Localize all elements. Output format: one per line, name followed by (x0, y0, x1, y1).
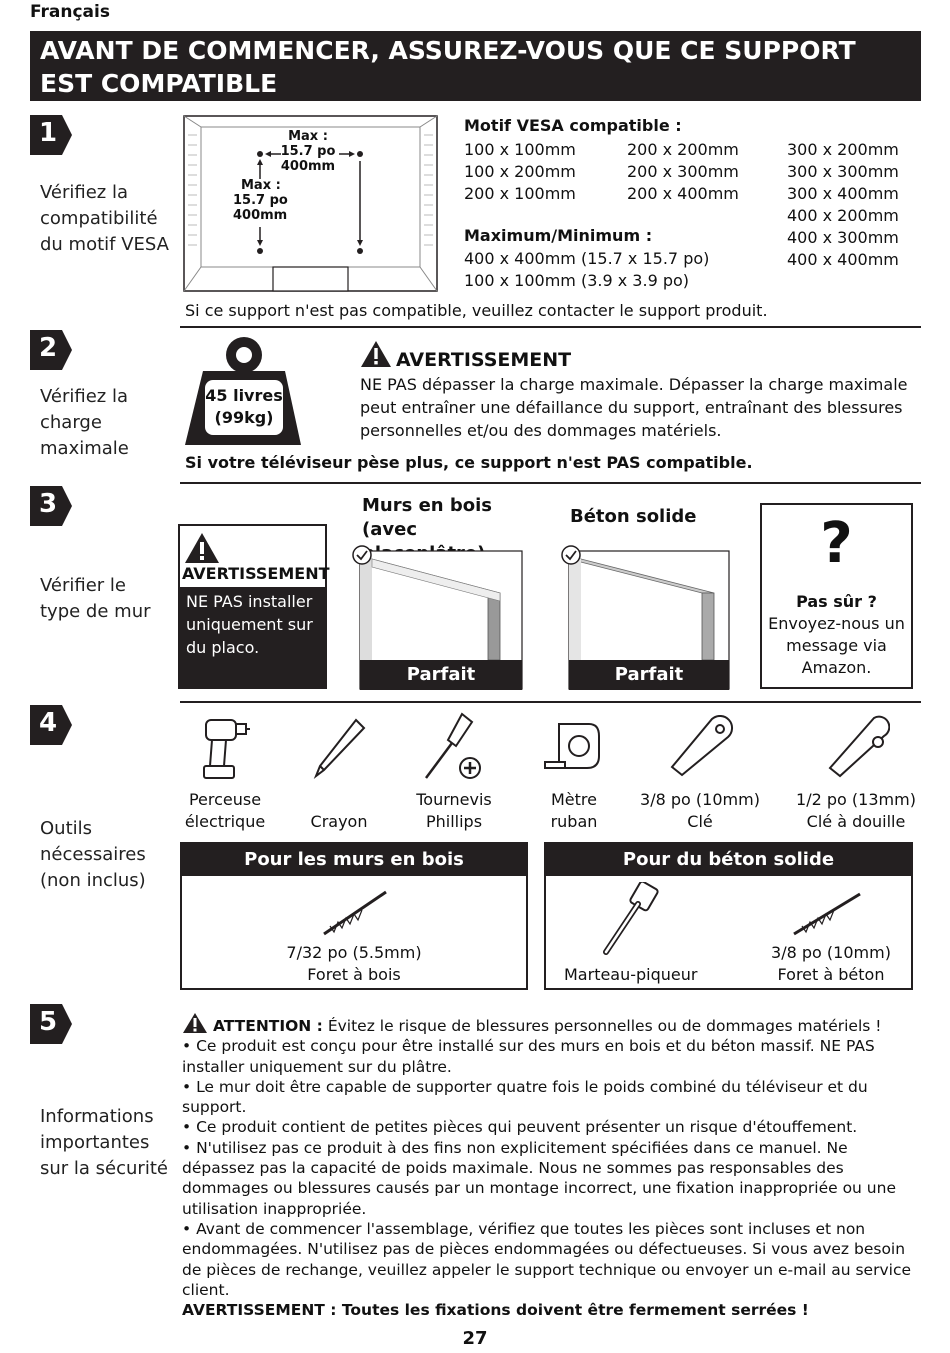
step-5-badge: 5 (30, 1004, 70, 1042)
concrete-bit-label: Foret à béton (777, 965, 885, 984)
maxmin-value-min: 100 x 100mm (3.9 x 3.9 po) (464, 271, 690, 290)
wood-bit-size: 7/32 po (5.5mm) (286, 943, 422, 962)
safety-bullet: • N'utilisez pas ce produit à des fins non explicitement spécifiées dans ce manuel. Ne dépassez pas la capacité de poids maximale. Nous ne sommes pas responsables des dommages ou blessures causés par un montage incorrect, une fixation inappropriée ou une utilisation inappropriée. (182, 1138, 896, 1218)
safety-bullet: • Le mur doit être capable de supporter quatre fois le poids combiné du téléviseur et du support. (182, 1077, 868, 1117)
vesa-item: 400 x 400mm (787, 250, 899, 269)
screwdriver-icon (422, 712, 486, 782)
drywall-warning-text: NE PAS installer uniquement sur du placo. (180, 587, 325, 687)
vesa-item: 300 x 300mm (787, 162, 899, 181)
safety-bullet: • Ce produit est conçu pour être installé sur des murs en bois et du béton massif. NE PAS installer uniquement sur du plâtre. (182, 1037, 875, 1076)
socket-wrench-icon (826, 714, 890, 780)
divider (180, 482, 921, 484)
vesa-item: 300 x 200mm (787, 140, 899, 159)
divider (180, 326, 921, 328)
step-4-label: Outils nécessaires (non inclus) (40, 818, 146, 891)
vesa-item: 100 x 100mm (464, 140, 576, 159)
vesa-item: 200 x 100mm (464, 184, 576, 203)
vesa-item: 200 x 200mm (627, 140, 739, 159)
warning-icon (184, 532, 220, 564)
concrete-tools-box (544, 842, 913, 990)
step-1-label: Vérifiez la compatibilité du motif VESA (40, 182, 169, 255)
step-2-note: Si votre téléviseur pèse plus, ce support n'est PAS compatible. (185, 453, 753, 472)
wrench-icon (668, 715, 734, 779)
hammer-drill-icon (598, 882, 672, 958)
maxmin-heading: Maximum/Minimum : (464, 226, 653, 245)
concrete-wall-illustration (559, 543, 734, 690)
tool-drill-label: Perceuse électrique (184, 790, 266, 831)
tool-socket-wrench-label: 1/2 po (13mm) Clé à douille (796, 790, 916, 831)
unsure-box (760, 503, 913, 689)
safety-bullet: • Ce produit contient de petites pièces qui peuvent présenter un risque d'étouffement. (182, 1118, 858, 1137)
step-1-badge: 1 (30, 115, 70, 153)
vesa-max-horizontal: Max : 15.7 po 400mm (280, 129, 336, 174)
wood-wall-title: Murs en bois (avec (362, 495, 493, 540)
step-2-badge: 2 (30, 330, 70, 368)
drywall-warning-box (178, 524, 330, 689)
weight-icon (183, 335, 303, 447)
wood-tools-title: Pour les murs en bois (182, 844, 526, 876)
hammer-drill-label: Marteau-piqueur (564, 965, 698, 984)
tool-screwdriver-label: Tournevis Phillips (416, 790, 492, 831)
unsure-text: Envoyez-nous un message via Amazon. (768, 614, 905, 677)
vesa-max-vertical: Max : 15.7 po 400mm (233, 178, 288, 223)
vesa-item: 200 x 400mm (627, 184, 739, 203)
divider (180, 701, 921, 703)
vesa-item: 400 x 300mm (787, 228, 899, 247)
tool-wrench-label: 3/8 po (10mm) Clé (640, 790, 760, 831)
safety-bullet: • Avant de commencer l'assemblage, vérifiez que toutes les pièces sont incluses et non endommagées. N'utilisez pas de pièces endommagées ou défectueuses. Si vous avez besoin de pièces de rechange, veuillez appeler le support technique ou envoyer un e-mail au service client. (182, 1219, 912, 1299)
vesa-item: 100 x 200mm (464, 162, 576, 181)
step-2-warning-text: NE PAS dépasser la charge maximale. Dépasser la charge maximale peut entraîner une défaillance du support, entraînant des blessures personnelles et/ou des dommages matériels. (360, 375, 908, 440)
drywall-warning-title: AVERTISSEMENT (182, 564, 330, 583)
wood-drill-bit-icon (320, 888, 390, 938)
tool-pencil-label: Crayon (310, 812, 368, 831)
warning-icon (360, 340, 392, 372)
question-mark-icon: ? (820, 511, 853, 576)
wood-bit-label: Foret à bois (307, 965, 401, 984)
weight-kg: (99kg) (214, 408, 274, 427)
final-warning: AVERTISSEMENT : Toutes les fixations doivent être fermement serrées ! (182, 1301, 809, 1320)
safety-info (182, 1012, 917, 1320)
language-label: Français (30, 2, 110, 22)
unsure-title: Pas sûr ? (796, 592, 877, 611)
concrete-ok-label: Parfait (569, 660, 729, 690)
step-5-label: Informations importantes sur la sécurité (40, 1106, 168, 1179)
concrete-wall-title: Béton solide (570, 506, 697, 527)
concrete-tools-title: Pour du béton solide (546, 844, 911, 876)
drill-icon (198, 714, 250, 780)
attention-line: ATTENTION : Évitez le risque de blessures personnelles ou de dommages matériels ! (182, 1012, 917, 1036)
page-title: AVANT DE COMMENCER, ASSUREZ-VOUS QUE CE SUPPORT EST COMPATIBLE (30, 31, 921, 101)
step-3-badge: 3 (30, 486, 70, 524)
wood-wall-illustration (350, 543, 525, 690)
concrete-bit-size: 3/8 po (10mm) (771, 943, 891, 962)
step-3-label: Vérifier le type de mur (40, 575, 151, 622)
wood-ok-label: Parfait (360, 660, 522, 690)
vesa-item: 400 x 200mm (787, 206, 899, 225)
vesa-item: 200 x 300mm (627, 162, 739, 181)
warning-icon (182, 1012, 208, 1034)
vesa-item: 300 x 400mm (787, 184, 899, 203)
concrete-drill-bit-icon (790, 890, 864, 938)
page-number: 27 (462, 1328, 488, 1349)
step-4-badge: 4 (30, 705, 70, 743)
tool-tape-label: Mètre ruban (550, 790, 598, 831)
step-2-label: Vérifiez la charge maximale (40, 386, 129, 459)
step-2-warning-title: AVERTISSEMENT (396, 349, 572, 371)
wood-tools-box (180, 842, 528, 990)
vesa-note: Si ce support n'est pas compatible, veuillez contacter le support produit. (185, 301, 768, 320)
tape-measure-icon (541, 716, 603, 776)
maxmin-value-max: 400 x 400mm (15.7 x 15.7 po) (464, 249, 710, 268)
vesa-diagram (183, 115, 438, 292)
weight-lbs: 45 livres (205, 386, 283, 405)
vesa-heading: Motif VESA compatible : (464, 116, 682, 135)
pencil-icon (312, 718, 366, 780)
